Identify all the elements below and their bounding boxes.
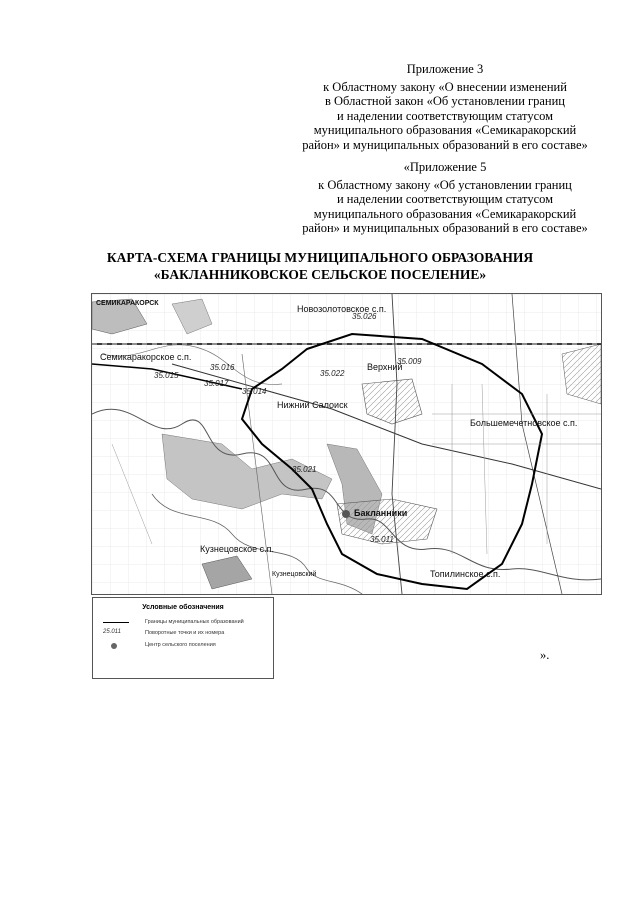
place-label-baklanniki: Бакланники <box>354 508 408 518</box>
legend-point-symbol: 25.011 <box>103 629 121 635</box>
place-label-nizhniy-saloysk: Нижний Салоиск <box>277 400 348 410</box>
place-label-novozolotovskoe: Новозолотовское с.п. <box>297 304 387 314</box>
map-drawing <box>92 294 601 594</box>
turning-point-label: 35.016 <box>210 363 235 372</box>
title-line-1: КАРТА-СХЕМА ГРАНИЦЫ МУНИЦИПАЛЬНОГО ОБРАЗОВАНИЯ <box>106 250 534 265</box>
legend-point-label: Поворотные точки и их номера <box>145 630 225 636</box>
place-label-semikarakorskoe: Семикаракорское с.п. <box>100 352 192 362</box>
appendix-3-heading: Приложение 3 <box>406 62 484 76</box>
turning-point-label: 35.015 <box>154 371 179 380</box>
document-title <box>0 249 640 283</box>
legend-title: Условные обозначения <box>142 604 224 611</box>
appendix-3-line: район» и муниципальных образований в его составе» <box>302 137 588 152</box>
place-label-kuznetsovka: Кузнецовский <box>272 571 317 578</box>
appendix-5-line: район» и муниципальных образований в его составе» <box>302 221 588 235</box>
appendix-5-line: и наделении соответствующим статусом <box>336 192 554 206</box>
place-label-topilinskoe: Топилинское с.п. <box>430 569 501 579</box>
turning-point-label: 35.017 <box>204 379 229 388</box>
map-legend <box>92 597 274 679</box>
turning-point-label: 35.021 <box>292 465 317 474</box>
appendix-3-line: в Областной закон «Об установлении границ <box>324 94 565 108</box>
title-line-2: «БАКЛАННИКОВСКОЕ СЕЛЬСКОЕ ПОСЕЛЕНИЕ» <box>153 267 487 282</box>
turning-point-label: 35.009 <box>397 357 422 366</box>
legend-center-dot <box>111 643 117 649</box>
turning-point-label: 35.022 <box>320 369 345 378</box>
closing-quote: ». <box>540 648 550 662</box>
place-label-bolshemechetnovskoe: Большемечетновское с.п. <box>470 418 578 428</box>
appendix-3-line: к Областному закону «О внесении изменений <box>323 79 567 94</box>
settlement-center-dot <box>342 510 350 518</box>
turning-point-label: 35.011 <box>370 535 394 544</box>
legend-center-label: Центр сельского поселения <box>145 642 216 648</box>
turning-point-label: 35.014 <box>242 387 267 396</box>
place-label-kuznetsovskoe: Кузнецовское с.п. <box>200 544 275 554</box>
legend-boundary-symbol <box>103 622 129 623</box>
place-label-verkhniy: Верхний <box>367 362 403 372</box>
appendix-3-block <box>290 62 600 152</box>
appendix-3-line: муниципального образования «Семикаракорский <box>313 123 577 137</box>
turning-point-label: 35.026 <box>352 312 377 321</box>
legend-boundary-label: Границы муниципальных образований <box>145 619 244 625</box>
appendix-5-heading: «Приложение 5 <box>403 160 487 174</box>
appendix-5-line: муниципального образования «Семикаракорский <box>313 206 577 221</box>
place-label-semikarakorsk: СЕМИКАРАКОРСК <box>96 300 159 307</box>
appendix-3-line: и наделении соответствующим статусом <box>336 108 554 123</box>
appendix-5-block <box>290 160 600 236</box>
appendix-5-line: к Областному закону «Об установлении границ <box>318 177 572 192</box>
boundary-map <box>91 293 602 595</box>
